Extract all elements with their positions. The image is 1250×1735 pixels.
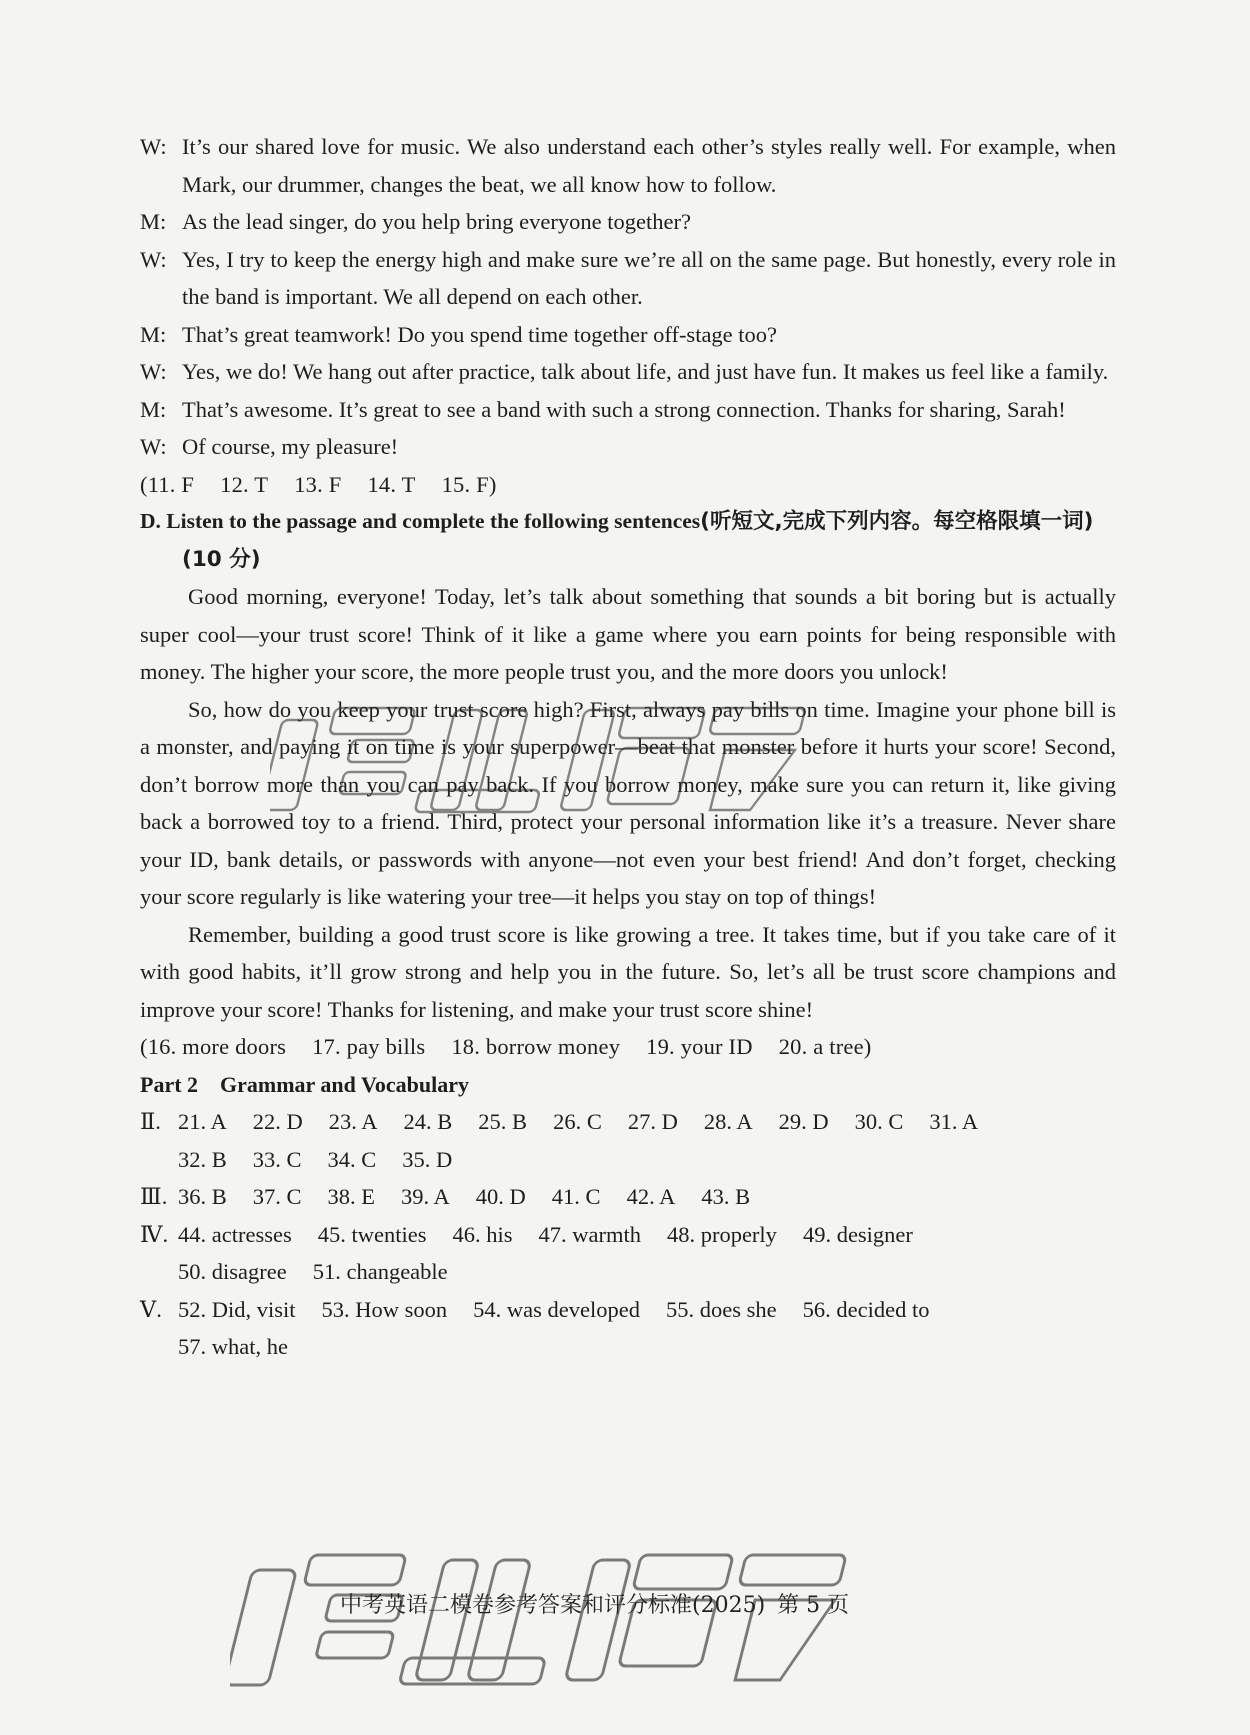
dialogue (140, 128, 1116, 466)
dialogue-line (140, 428, 1116, 466)
answer: 45. twenties (317, 1221, 427, 1247)
answer: 50. disagree (178, 1259, 287, 1284)
speaker-label: W: (140, 434, 167, 459)
dialogue-line (140, 316, 1116, 354)
answer: 24. B (403, 1109, 453, 1134)
answer: 20. a tree) (778, 1034, 872, 1059)
answer: 54. was developed (473, 1296, 640, 1322)
dialogue-text: Yes, I try to keep the energy high and make sure we’re all on the same page. But honestly, every role in the band is important. We all depend on each other. (182, 246, 1116, 309)
answer: 46. his (452, 1221, 513, 1247)
section-ii-line-2 (140, 1141, 1116, 1179)
section-d-title-zh: (听短文,完成下列内容。每空格限填一词)(10 分) (182, 509, 1094, 572)
section-iv-line-2 (140, 1253, 1116, 1291)
answer: (11. F (140, 471, 195, 497)
watermark-logo-bottom (230, 1540, 850, 1710)
roman-numeral: Ⅱ. (140, 1109, 161, 1134)
dialogue-line (140, 241, 1116, 316)
section-d-heading (140, 503, 1116, 578)
dialogue-text: That’s awesome. It’s great to see a band with such a strong connection. Thanks for sharing, Sarah! (182, 396, 1066, 422)
roman-numeral: Ⅳ. (140, 1221, 169, 1247)
dialogue-line (140, 353, 1116, 391)
dialogue-text: That’s great teamwork! Do you spend time together off-stage too? (182, 321, 778, 347)
answer: 27. D (627, 1109, 678, 1134)
answer: 23. A (328, 1109, 378, 1134)
dialogue-line (140, 128, 1116, 203)
answer: 21. A (178, 1109, 227, 1134)
passage-paragraph: Good morning, everyone! Today, let’s talk about something that sounds a bit boring but is actually super cool—your trust score! Think of it like a game where you earn points for being responsible with money. The higher your score, the more people trust you, and the more doors you unlock! (140, 584, 1116, 684)
passage-paragraph: So, how do you keep your trust score high? First, always pay bills on time. Imagine your phone bill is a monster, and paying it on time is your superpower—beat that monster before it hurts your score! Second, don’t borrow more than you can pay back. If you borrow money, make sure you can return it, like giving back a borrowed toy to a friend. Third, protect your personal information like it’s a treasure. Never share your ID, bank details, or passwords with anyone—not even your best friend! And don’t forget, checking your score regularly is like watering your tree—it helps you stay on top of things! (140, 696, 1116, 909)
page-footer (340, 1588, 940, 1619)
answer: 18. borrow money (451, 1034, 621, 1059)
answer: 53. How soon (321, 1296, 448, 1322)
answer: 42. A (626, 1184, 676, 1209)
dialogue-text: As the lead singer, do you help bring everyone together? (182, 209, 691, 234)
answer: 37. C (252, 1184, 302, 1209)
answer: 15. F) (441, 471, 497, 497)
section-v-line-2 (140, 1328, 1116, 1366)
page-number: 第 5 页 (777, 1593, 850, 1618)
section-d-title-en: D. Listen to the passage and complete the following sentences (140, 509, 701, 533)
answer: 14. T (367, 471, 416, 497)
answer: (16. more doors (140, 1034, 287, 1059)
answer: 49. designer (802, 1221, 913, 1247)
answer: 28. A (703, 1109, 753, 1134)
section-iii-line-1 (140, 1178, 1116, 1216)
answer: 36. B (178, 1184, 227, 1209)
roman-numeral: Ⅴ. (140, 1296, 162, 1322)
speaker-label: M: (140, 396, 167, 422)
answers-16-20 (140, 1028, 1116, 1066)
footer-title: 中考英语二模卷参考答案和评分标准(2025) (340, 1593, 766, 1618)
answer: 41. C (551, 1184, 601, 1209)
section-v-line-1 (140, 1291, 1116, 1329)
answer: 38. E (327, 1184, 376, 1209)
answer: 31. A (929, 1109, 979, 1134)
answer: 29. D (778, 1109, 829, 1134)
roman-numeral: Ⅲ. (140, 1184, 168, 1209)
passage-paragraph: Remember, building a good trust score is like growing a tree. It takes time, but if you take care of it with good habits, it’ll grow strong and help you in the future. So, let’s all be trust score champions and improve your score! Thanks for listening, and make your trust score shine! (140, 921, 1116, 1022)
answer: 56. decided to (802, 1296, 930, 1322)
section-iv-line-1 (140, 1216, 1116, 1254)
answer: 17. pay bills (312, 1034, 426, 1059)
part-label: Part 2 (140, 1071, 199, 1097)
part-title: Grammar and Vocabulary (220, 1071, 469, 1097)
answer: 35. D (402, 1146, 453, 1172)
answer: 32. B (178, 1146, 227, 1172)
answer: 55. does she (665, 1296, 777, 1322)
answer: 25. B (478, 1109, 528, 1134)
answer: 33. C (252, 1146, 302, 1172)
dialogue-text: Of course, my pleasure! (182, 434, 399, 459)
speaker-label: M: (140, 321, 167, 347)
dialogue-text: Yes, we do! We hang out after practice, talk about life, and just have fun. It makes us feel like a family. (182, 359, 1109, 384)
answer: 39. A (401, 1184, 450, 1209)
answer: 22. D (252, 1109, 303, 1134)
answer: 48. properly (666, 1221, 777, 1247)
answers-11-15 (140, 466, 1116, 504)
answer: 34. C (327, 1146, 377, 1172)
dialogue-text: It’s our shared love for music. We also understand each other’s styles really well. For example, when Mark, our drummer, changes the beat, we all know how to follow. (182, 134, 1116, 197)
section-ii-line-1 (140, 1103, 1116, 1141)
answer: 52. Did, visit (178, 1296, 296, 1322)
answer: 51. changeable (312, 1259, 448, 1284)
document-page (140, 128, 1116, 1366)
answer: 19. your ID (646, 1034, 753, 1059)
answer: 40. D (475, 1184, 526, 1209)
answer: 26. C (553, 1109, 602, 1134)
answer: 13. F (294, 471, 342, 497)
dialogue-line (140, 391, 1116, 429)
answer: 47. warmth (538, 1221, 641, 1247)
speaker-label: W: (140, 246, 167, 272)
speaker-label: W: (140, 134, 167, 159)
dialogue-line (140, 203, 1116, 241)
answer: 43. B (701, 1184, 751, 1209)
answer: 57. what, he (178, 1334, 288, 1359)
answer: 30. C (854, 1109, 904, 1134)
part-2-heading (140, 1066, 1116, 1104)
answer: 12. T (220, 471, 269, 497)
speaker-label: W: (140, 359, 167, 384)
answer: 44. actresses (178, 1221, 292, 1247)
speaker-label: M: (140, 209, 167, 234)
